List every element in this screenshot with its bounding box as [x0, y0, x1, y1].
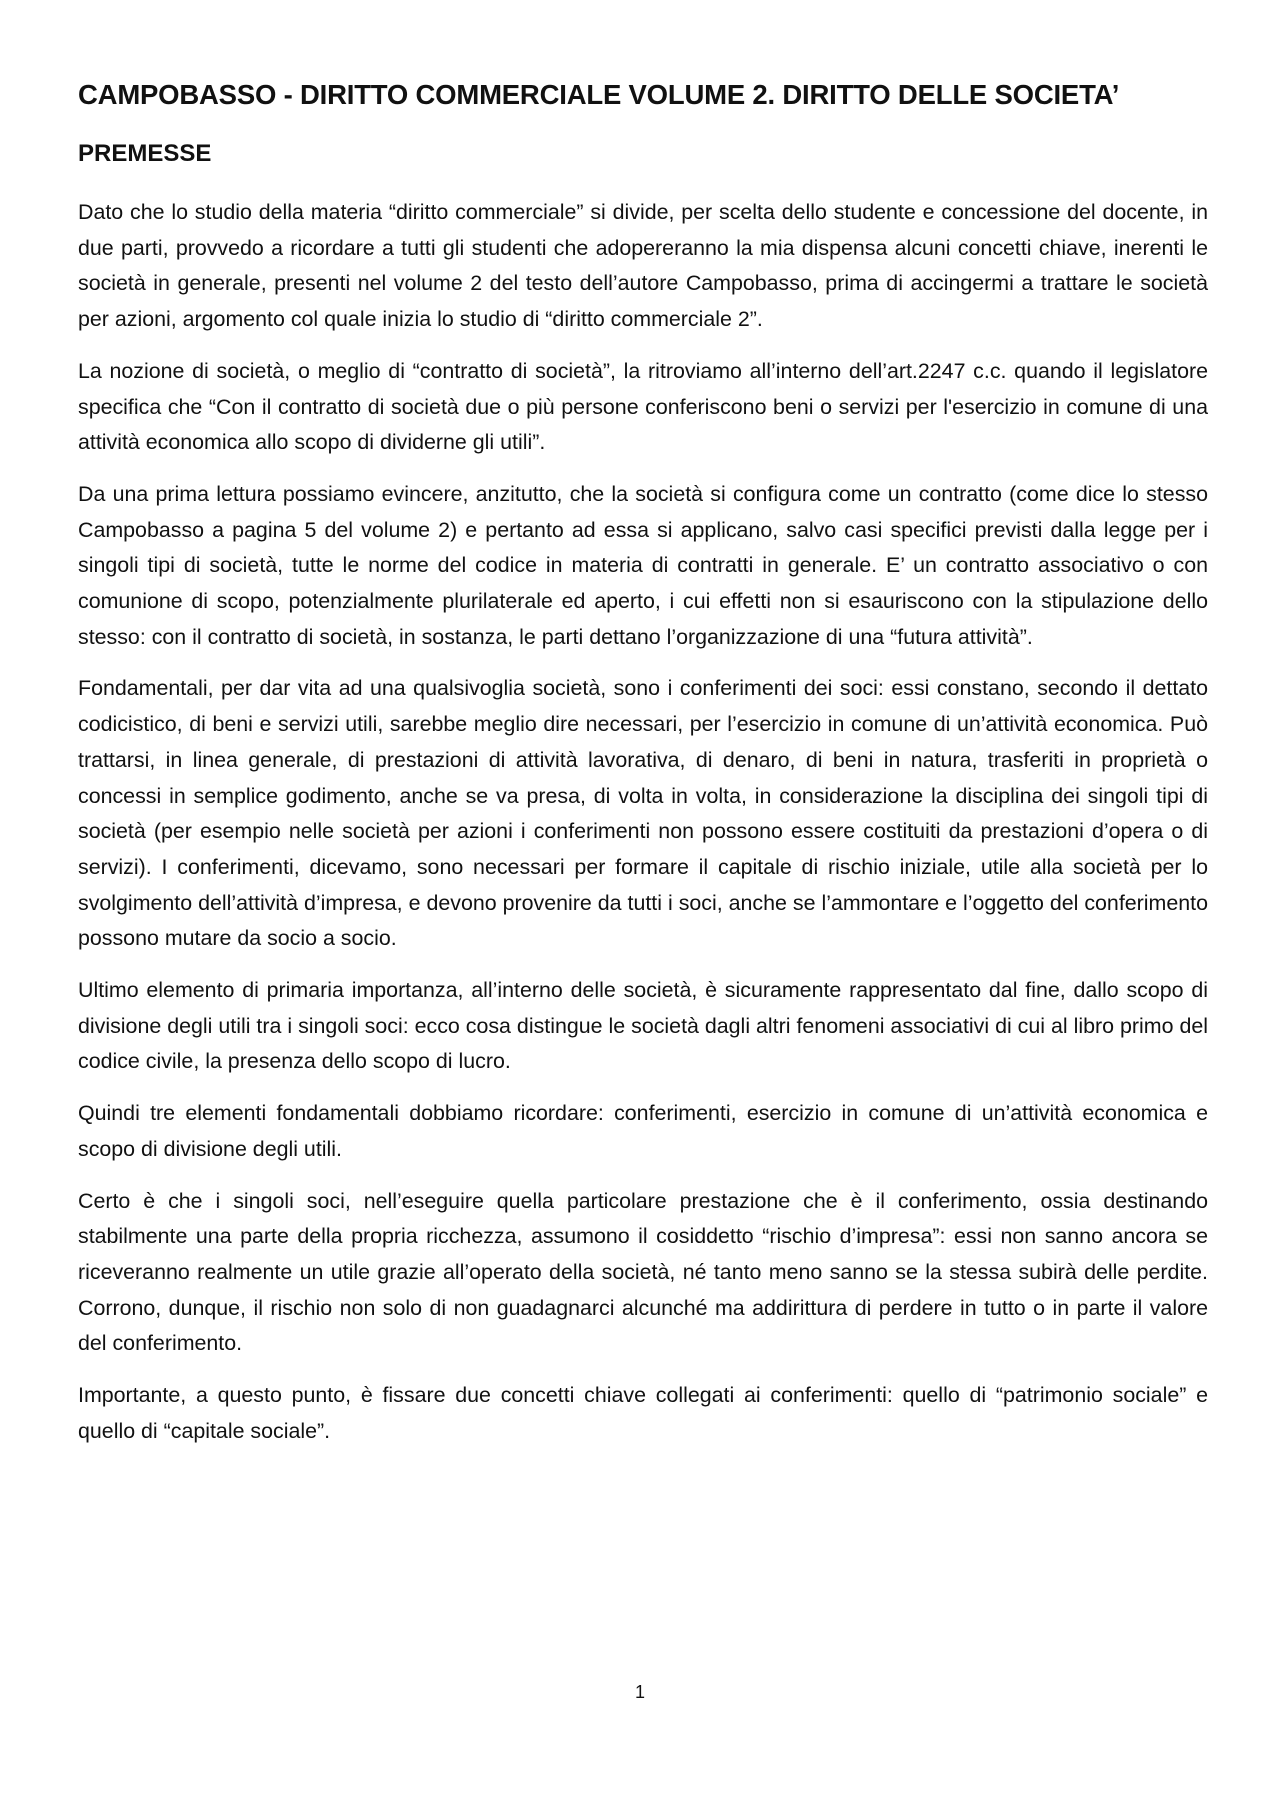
page-number: 1	[634, 1682, 645, 1702]
paragraph-6: Quindi tre elementi fondamentali dobbiamo ricordare: conferimenti, esercizio in comune di un’attività economica e scopo di divisione degli utili.	[78, 1101, 1208, 1161]
paragraph-2: La nozione di società, o meglio di “contratto di società”, la ritroviamo all’interno dell’art.2247 c.c. quando il legislatore specifica che “Con il contratto di società due o più persone conferiscono beni o servizi per l'esercizio in comune di una attività economica allo scopo di dividerne gli utili”.	[78, 358, 1208, 455]
page-content	[78, 78, 1208, 1466]
paragraph-5: Ultimo elemento di primaria importanza, all’interno delle società, è sicuramente rappresentato dal fine, dallo scopo di divisione degli utili tra i singoli soci: ecco cosa distingue le società dagli altri fenomeni associativi di cui al libro primo del codice civile, la presenza dello scopo di lucro.	[78, 978, 1208, 1074]
paragraph-7: Certo è che i singoli soci, nell’eseguire quella particolare prestazione che è il conferimento, ossia destinando stabilmente una parte della propria ricchezza, assumono il cosiddetto “rischio d’impresa”: essi non sanno ancora se riceveranno realmente un utile grazie all’operato della società, né tanto meno sanno se la stessa subirà delle perdite. Corrono, dunque, il rischio non solo di non guadagnarci alcunché ma addirittura di perdere in tutto o in parte il valore del conferimento.	[78, 1188, 1208, 1356]
document-title: CAMPOBASSO - DIRITTO COMMERCIALE VOLUME 2. DIRITTO DELLE SOCIETA’	[78, 79, 1120, 110]
section-heading: PREMESSE	[78, 140, 212, 167]
paragraph-8: Importante, a questo punto, è fissare due concetti chiave collegati ai conferimenti: quello di “patrimonio sociale” e quello di “capitale sociale”.	[78, 1383, 1208, 1443]
paragraph-4: Fondamentali, per dar vita ad una qualsivoglia società, sono i conferimenti dei soci: essi constano, secondo il dettato codicistico, di beni e servizi utili, sarebbe meglio dire necessari, per l’esercizio in comune di un’attività economica. Può trattarsi, in linea generale, di prestazioni di attività lavorativa, di denaro, di beni in natura, trasferiti in proprietà o concessi in semplice godimento, anche se va presa, di volta in volta, in considerazione la disciplina dei singoli tipi di società (per esempio nelle società per azioni i conferimenti non possono essere costituiti da prestazioni d’opera o di servizi). I conferimenti, dicevamo, sono necessari per formare il capitale di rischio iniziale, utile alla società per lo svolgimento dell’attività d’impresa, e devono provenire da tutti i soci, anche se l’ammontare e l’oggetto del conferimento possono mutare da socio a socio.	[78, 676, 1208, 951]
paragraph-3: Da una prima lettura possiamo evincere, anzitutto, che la società si configura come un contratto (come dice lo stesso Campobasso a pagina 5 del volume 2) e pertanto ad essa si applicano, salvo casi specifici previsti dalla legge per i singoli tipi di società, tutte le norme del codice in materia di contratti in generale. E’ un contratto associativo o con comunione di scopo, potenzialmente plurilaterale ed aperto, i cui effetti non si esauriscono con la stipulazione dello stesso: con il contratto di società, in sostanza, le parti dettano l’organizzazione di una “futura attività”.	[78, 481, 1208, 649]
paragraph-1: Dato che lo studio della materia “diritto commerciale” si divide, per scelta dello studente e concessione del docente, in due parti, provvedo a ricordare a tutti gli studenti che adopereranno la mia dispensa alcuni concetti chiave, inerenti le società in generale, presenti nel volume 2 del testo dell’autore Campobasso, prima di accingermi a trattare le società per azioni, argomento col quale inizia lo studio di “diritto commerciale 2”.	[78, 200, 1208, 332]
